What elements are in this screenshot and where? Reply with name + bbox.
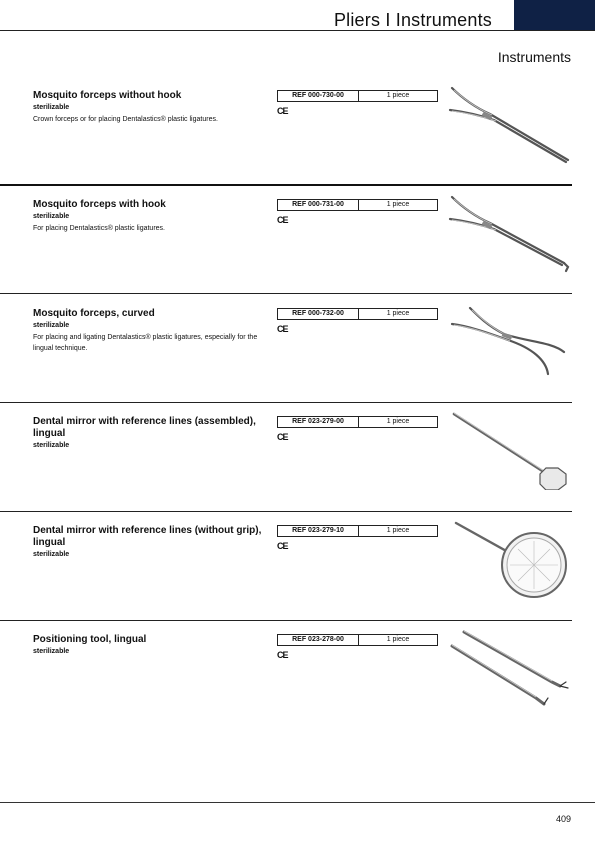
ce-mark: CE — [277, 215, 288, 225]
product-name: Mosquito forceps without hook — [33, 90, 182, 101]
ref-code: REF 023-279-10 — [278, 526, 359, 536]
mirror-assembled-image — [448, 410, 572, 490]
ref-box — [277, 199, 438, 211]
ref-box — [277, 525, 438, 537]
product-name: Mosquito forceps with hook — [33, 199, 166, 210]
ref-quantity: 1 piece — [386, 527, 410, 534]
section-divider — [0, 402, 572, 403]
product-sterilizable: sterilizable — [33, 442, 70, 449]
product-description: For placing and ligating Dentalastics® plastic ligatures, especially for the lingual technique. — [33, 334, 258, 352]
ref-quantity: 1 piece — [386, 201, 410, 208]
ref-box — [277, 308, 438, 320]
ref-code: REF 000-730-00 — [278, 91, 359, 101]
positioning-tool-image — [448, 628, 572, 708]
ce-mark: CE — [277, 650, 288, 660]
ref-quantity: 1 piece — [386, 310, 410, 317]
ref-code: REF 023-279-00 — [278, 417, 359, 427]
product-description: Crown forceps or for placing Dentalastics® plastic ligatures. — [33, 116, 218, 123]
straight-forceps-hook-image — [448, 193, 572, 273]
product-name: Mosquito forceps, curved — [33, 308, 155, 319]
ce-mark: CE — [277, 432, 288, 442]
ref-box — [277, 90, 438, 102]
ref-code: REF 000-732-00 — [278, 309, 359, 319]
ce-mark: CE — [277, 106, 288, 116]
ref-code: REF 000-731-00 — [278, 200, 359, 210]
product-sterilizable: sterilizable — [33, 648, 70, 655]
product-sterilizable: sterilizable — [33, 213, 70, 220]
mirror-head-image — [448, 519, 572, 599]
product-description: For placing Dentalastics® plastic ligatures. — [33, 225, 165, 232]
ref-quantity: 1 piece — [386, 92, 410, 99]
ref-code: REF 023-278-00 — [278, 635, 359, 645]
ref-box — [277, 416, 438, 428]
section-divider — [0, 184, 572, 186]
section-divider — [0, 511, 572, 512]
ref-quantity: 1 piece — [386, 418, 410, 425]
ref-quantity: 1 piece — [386, 636, 410, 643]
page-title: Pliers I Instruments — [333, 10, 492, 30]
section-divider — [0, 620, 572, 621]
product-sterilizable: sterilizable — [33, 322, 70, 329]
ce-mark: CE — [277, 541, 288, 551]
product-sterilizable: sterilizable — [33, 551, 70, 558]
curved-forceps-image — [448, 302, 572, 382]
header-rule — [0, 30, 595, 31]
footer-rule — [0, 802, 595, 803]
straight-forceps-image — [448, 84, 572, 164]
ce-mark: CE — [277, 324, 288, 334]
header-accent-tab — [514, 0, 595, 30]
section-title: Instruments — [497, 49, 571, 65]
ref-box — [277, 634, 438, 646]
product-name: Positioning tool, lingual — [33, 634, 147, 645]
section-divider — [0, 293, 572, 294]
product-sterilizable: sterilizable — [33, 104, 70, 111]
product-name: Dental mirror with reference lines (without grip), lingual — [33, 525, 262, 548]
page-number: 409 — [555, 814, 571, 824]
product-name: Dental mirror with reference lines (assembled), lingual — [33, 416, 256, 439]
